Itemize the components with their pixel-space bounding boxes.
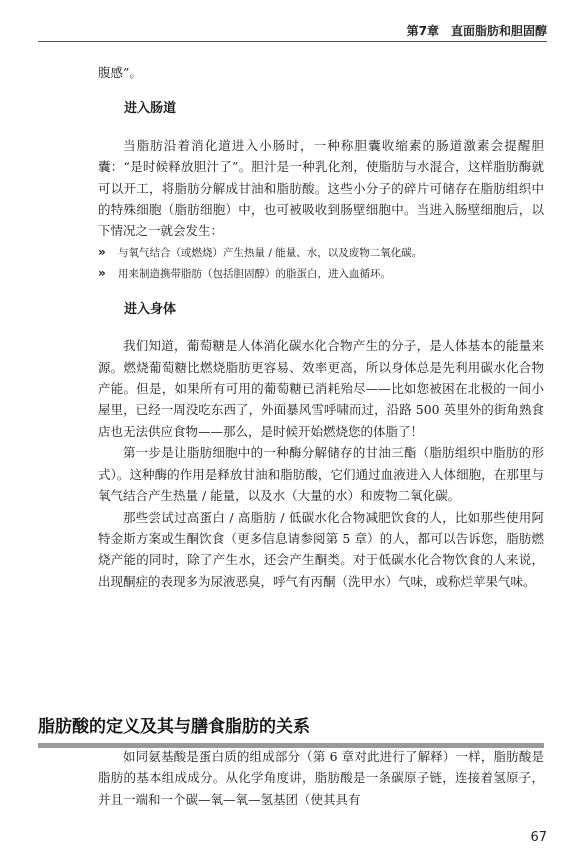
header-rule: [38, 41, 547, 42]
bullet-list: [98, 242, 544, 284]
paragraph-fatty-acids: 如同氨基酸是蛋白质的组成部分（第 6 章对此进行了解释）一样，脂肪酸是脂肪的基本组成成分。从化学角度讲，脂肪酸是一条碳原子链，连接着氢原子，并且一端和一个碳—氧—氧—氢基团（使其具有: [98, 749, 544, 807]
subheading-intestine: 进入肠道: [124, 101, 177, 117]
list-item: [98, 263, 544, 284]
paragraph-intestine: 当脂肪沿着消化道进入小肠时，一种称胆囊收缩素的肠道激素会提醒胆囊：“是时候释放胆汁了”。胆汁是一种乳化剂，使脂肪与水混合，这样脂肪酶就可以开工，将脂肪分解成甘油和脂肪酸。这些小分子的碎片可储存在脂肪组织中的特殊细胞（脂肪细胞）中，也可被吸收到肠壁细胞中。当进入肠壁细胞后，以下情况之一就会发生：: [98, 137, 544, 239]
section-heading: [38, 712, 544, 748]
list-item-text: 与氧气结合（或燃烧）产生热量 / 能量、水，以及废物二氧化碳。: [118, 246, 423, 259]
chevron-bullet-icon: »: [98, 244, 106, 259]
paragraph-body-2: 第一步是让脂肪细胞中的一种酶分解储存的甘油三酯（脂肪组织中脂肪的形式）。这种酶的作用是释放甘油和脂肪酸，它们通过血液进入人体细胞，在那里与氧气结合产生热量 / 能量，以及水（大量的水）和废物二氧化碳。: [98, 445, 544, 504]
page-number: 67: [530, 830, 547, 845]
continued-text: 腹感”。: [98, 65, 142, 80]
section-body: [98, 746, 544, 810]
running-header: [0, 0, 585, 44]
main-content: [98, 62, 544, 592]
list-item-text: 用来制造携带脂肪（包括胆固醇）的脂蛋白，进入血循环。: [118, 267, 391, 280]
paragraph-body-1: 我们知道，葡萄糖是人体消化碳水化合物产生的分子，是人体基本的能量来源。燃烧葡萄糖比燃烧脂肪更容易、效率更高，所以身体总是先利用碳水化合物产能。但是，如果所有可用的葡萄糖已消耗殆尽——比如您被困在北极的一间小屋里，已经一周没吃东西了，外面暴风雪呼啸而过，沿路 500 英里外的街角熟食店也无法供应食物——那么，是时候开始燃烧您的体脂了！: [98, 338, 544, 439]
section-title: 脂肪酸的定义及其与膳食脂肪的关系: [38, 717, 310, 737]
paragraph-body-3: 那些尝试过高蛋白 / 高脂肪 / 低碳水化合物减肥饮食的人，比如那些使用阿特金斯方案或生酮饮食（更多信息请参阅第 5 章）的人，都可以告诉您，脂肪燃烧产能的同时，除了产生水，还会产生酮类。对于低碳水化合物饮食的人来说，出现酮症的表现多为尿液恶臭，呼气有丙酮（洗甲水）气味，或称烂苹果气味。: [98, 509, 544, 589]
subheading-body: 进入身体: [124, 301, 177, 317]
chapter-title: 第7章 直面脂肪和胆固醇: [406, 24, 547, 38]
chevron-bullet-icon: »: [98, 265, 106, 280]
list-item: [98, 242, 544, 263]
